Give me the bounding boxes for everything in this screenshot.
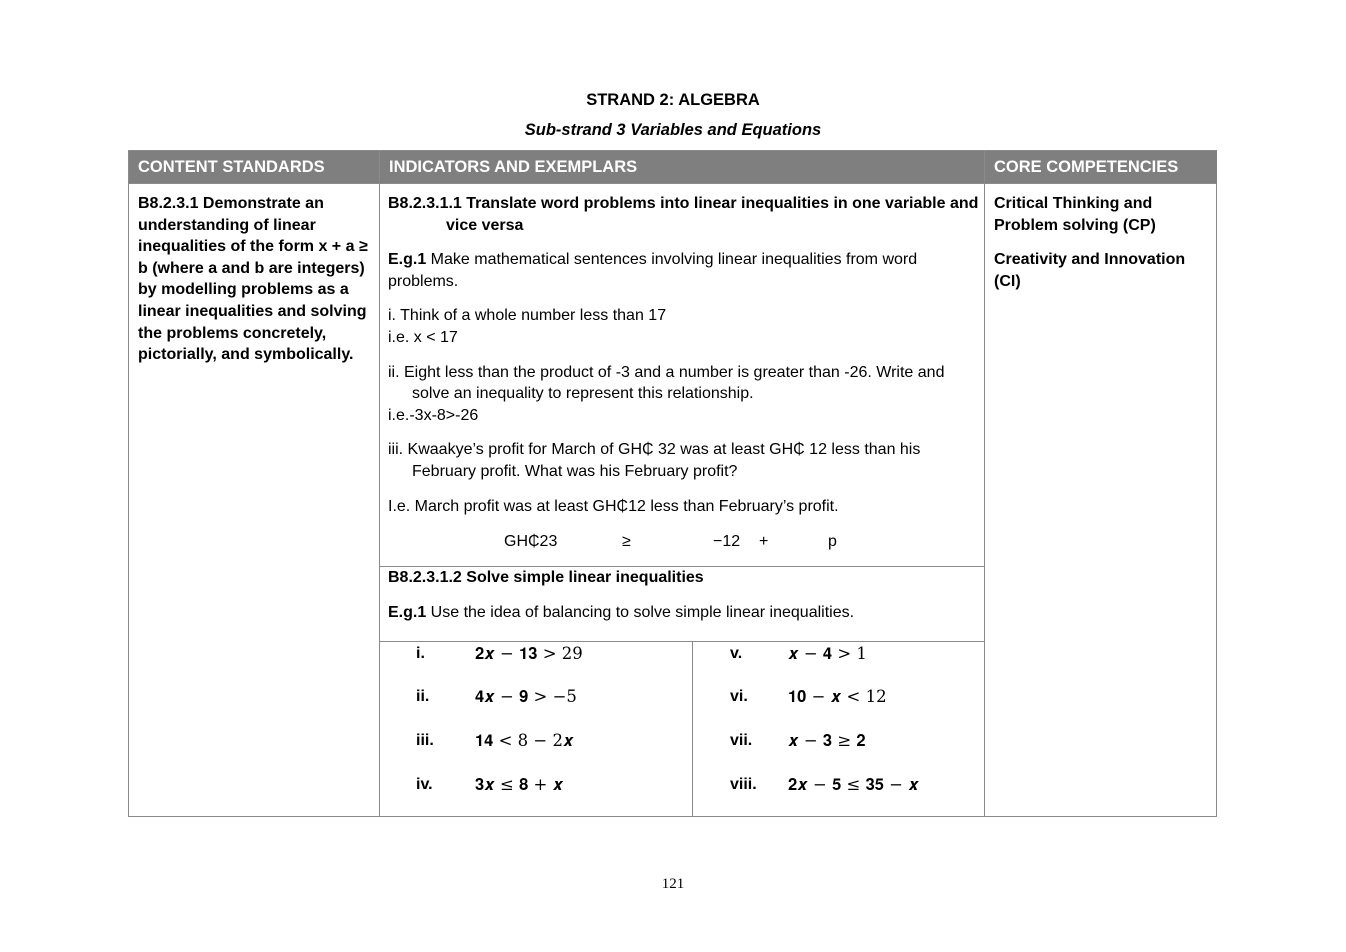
content-standard: B8.2.3.1 Demonstrate an understanding of linear inequalities of the form x + a ≥ b (where a and b are integers) by modelling problems as a linear inequalities and solving the problems concretely, pictorially, and symbolically. (138, 195, 368, 364)
equation-term-1: −12 (713, 533, 741, 550)
example-label: E.g.1 (388, 603, 427, 621)
curriculum-table (128, 150, 1217, 817)
equation-term-2: p (828, 533, 837, 550)
equation-operator: ≥ (622, 533, 631, 550)
exercise-label: ii. (416, 688, 430, 705)
exercise-label: viii. (730, 776, 757, 793)
column-divider-1 (379, 151, 380, 816)
example-label: E.g.1 (388, 251, 427, 269)
exercise-label: iv. (416, 776, 433, 793)
equation-plus: + (759, 533, 769, 550)
indicator-2-title: B8.2.3.1.2 Solve simple linear inequalities (388, 569, 704, 586)
example-text: Use the idea of balancing to solve simple linear inequalities. (426, 603, 855, 621)
exercise-expression: 𝟏𝟎 − 𝒙 < 12 (788, 687, 887, 706)
equation-lhs: GH₵23 (504, 533, 558, 550)
exercise-label: iii. (416, 732, 434, 749)
item-iii-answer: I.e. March profit was at least GH₵12 less than February’s profit. (388, 497, 839, 515)
exercise-label: v. (730, 645, 743, 662)
exercise-expression: 𝒙 − 𝟑 ≥ 𝟐 (788, 731, 866, 750)
core-competencies (994, 193, 1212, 292)
exercise-expression: 𝒙 − 𝟒 > 1 (788, 644, 867, 663)
exercise-expression: 𝟐𝒙 − 𝟏𝟑 > 29 (475, 644, 583, 663)
competency-item: Creativity and Innovation (CI) (994, 251, 1186, 290)
header-divider (129, 183, 1216, 184)
item-ii-answer: i.e.-3x-8>-26 (388, 406, 479, 424)
strand-title: STRAND 2: ALGEBRA (586, 91, 760, 109)
exercise-label: i. (416, 645, 425, 662)
item-ii (388, 362, 980, 427)
exercises-column-divider (692, 642, 693, 816)
competency-item: Critical Thinking and Problem solving (CP) (994, 195, 1156, 234)
header-indicators: INDICATORS AND EXEMPLARS (380, 151, 985, 183)
item-i (388, 305, 980, 348)
item-iii-text: iii. Kwaakye’s profit for March of GH₵ 32 was at least GH₵ 12 less than his February profit. What was his February profit? (388, 441, 921, 480)
item-ii-text: ii. Eight less than the product of -3 and a number is greater than -26. Write and solve an inequality to represent this relationship. (388, 363, 945, 403)
column-divider-2 (984, 151, 985, 816)
substrand-title: Sub-strand 3 Variables and Equations (524, 121, 822, 139)
item-i-answer: i.e. x < 17 (388, 328, 458, 346)
exercise-label: vi. (730, 688, 748, 705)
page-number: 121 (661, 876, 685, 892)
item-i-text: i. Think of a whole number less than 17 (388, 307, 667, 325)
header-content-standards: CONTENT STANDARDS (129, 151, 380, 183)
example-text: Make mathematical sentences involving linear inequalities from word problems. (388, 251, 918, 290)
exercise-label: vii. (730, 732, 753, 749)
exercise-expression: 𝟐𝒙 − 𝟓 ≤ 𝟑𝟓 − 𝒙 (788, 775, 919, 794)
indicator-1-example (388, 249, 980, 292)
header-competencies: CORE COMPETENCIES (985, 151, 1217, 183)
exercise-expression: 𝟒𝒙 − 𝟗 > −5 (475, 687, 577, 706)
exercises-divider (380, 641, 984, 642)
exercise-expression: 𝟑𝒙 ≤ 𝟖 + 𝒙 (475, 775, 564, 794)
indicator-2-example (388, 602, 980, 624)
exercise-expression: 𝟏𝟒 < 8 − 2𝒙 (475, 731, 574, 750)
indicator-1-title: B8.2.3.1.1 Translate word problems into linear inequalities in one variable and vice versa (388, 195, 979, 234)
indicator-1 (388, 193, 980, 517)
indicator-2 (388, 567, 980, 623)
